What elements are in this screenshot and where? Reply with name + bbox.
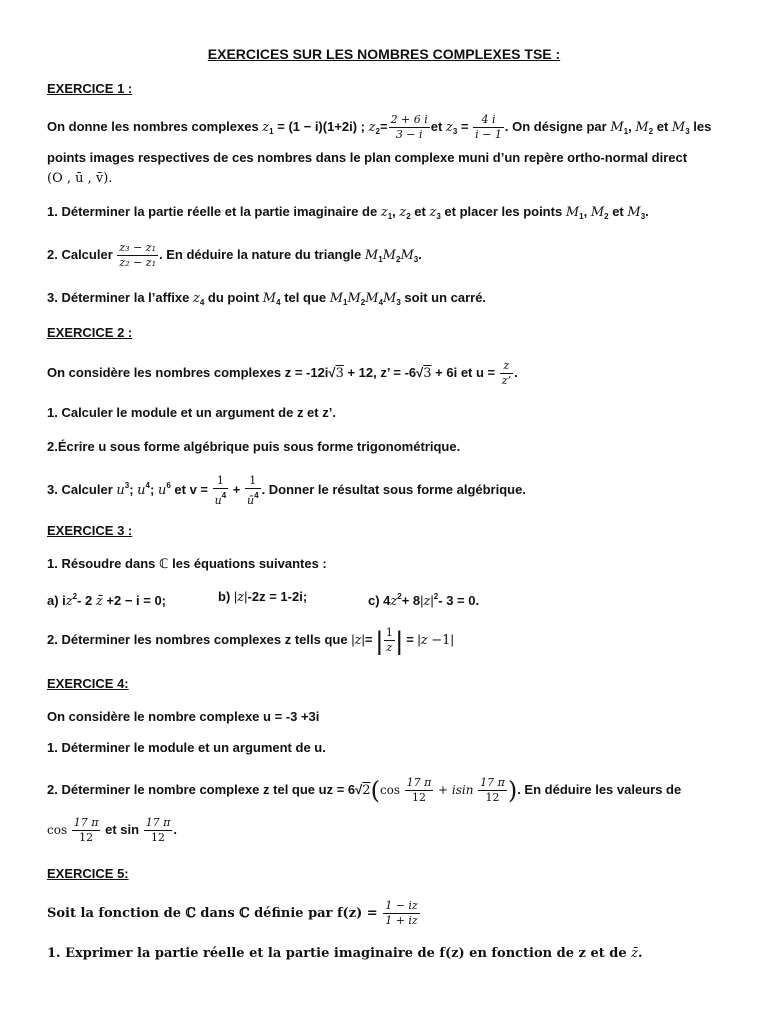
exercise-5-intro: Soit la fonction de ℂ dans ℂ définie par f(z) = $\frac{1 - iz}{1 + iz}$ — [47, 899, 418, 927]
function-fraction: $\frac{1 - iz}{1 + iz}$ — [385, 899, 418, 927]
u-fraction: $\frac{z}{z’}$ — [501, 359, 512, 388]
exercise-1-question-1: 1. Déterminer la partie réelle et la partie imaginaire de $z_1$, $z_2$ et $z_3$ et placer les points $M_1$, $M_2$ et $M_3$. — [47, 204, 649, 221]
exercise-1-intro: On donne les nombres complexes $z_1 = (1 - i)(1+2i)$ ; $z_2=$ $\frac{2 + 6 i}{3 - i}$ et $z_3$ = $\frac{4 i}{i - 1}$ . On désigne par $M_1$, $M_2$ et $M_3$ les — [47, 113, 712, 142]
exercise-3-equation-a: a) $iz^2-$ 2 z̄ +2 − i = 0; — [47, 592, 167, 609]
exercise-3-heading: EXERCICE 3 : — [47, 523, 133, 538]
exercise-2-question-3: 3. Calculer $u^3$; $u^4$; $u^6$ et v = $\frac{1}{u^4}$ + $\frac{1}{ū^4}$ . Donner le résultat sous forme algébrique. — [47, 473, 526, 507]
document-title: EXERCICES SUR LES NOMBRES COMPLEXES TSE : — [207, 46, 561, 62]
exercise-2-heading: EXERCICE 2 : — [47, 325, 133, 340]
exercise-1-question-2: 2. Calculer $\frac{\text{z₃ − z₁}}{\text{z₂ − z₁}}$ . En déduire la nature du triangle $M_1M_2M_3$. — [47, 241, 422, 270]
repere-notation: (O , ū , v̄). — [47, 171, 113, 186]
exercise-3-question-2: 2. Déterminer les nombres complexes z tells que |z|= | $\frac{1}{z}$ | = |z −1| — [47, 625, 454, 656]
angle-fraction-3: $\frac{17 \pi}{12}$ — [73, 816, 99, 845]
exercise-3-question-1: 1. Résoudre dans ℂ les équations suivantes : — [47, 556, 327, 571]
exercise-4-question-2: 2. Déterminer le nombre complexe z tel que uz = 6√2(cos $\frac{17 \pi}{12}$ + isin $\frac{17 \pi}{12}$ ). En déduire les valeurs de — [47, 776, 682, 805]
angle-fraction-2: $\frac{17 \pi}{12}$ — [480, 776, 505, 805]
exercise-2-intro: On considère les nombres complexes z = -12i√3 + 12, z’ = -6√3 + 6i et u = $\frac{z}{z’}$ . — [47, 359, 518, 388]
exercise-4-intro: On considère le nombre complexe u = -3 +3i — [47, 709, 320, 724]
exercise-4-question-2-cont: cos $\frac{17 \pi}{12}$ et sin $\frac{17 \pi}{12}$ . — [47, 816, 178, 845]
exercise-2-question-2: 2.Écrire u sous forme algébrique puis sous forme trigonométrique. — [47, 439, 461, 454]
exercise-3-equation-b: b) |z|-2z = 1-2i; — [218, 589, 308, 605]
exercise-4-heading: EXERCICE 4: — [47, 676, 129, 691]
angle-fraction-1: $\frac{17 \pi}{12}$ — [406, 776, 432, 805]
exercise-1-heading: EXERCICE 1 : — [47, 81, 133, 96]
exercise-3-equation-c: c) $4z^2+ 8|z|^2-$ 3 = 0. — [368, 592, 480, 609]
exercise-2-question-1: 1. Calculer le module et un argument de z et z’. — [47, 405, 336, 420]
z3-fraction: $\frac{4 i}{i - 1}$ — [475, 113, 502, 142]
exercise-5-heading: EXERCICE 5: — [47, 866, 129, 881]
z2-fraction: $\frac{2 + 6 i}{3 - i}$ — [390, 113, 428, 142]
exercise-1-question-3: 3. Déterminer la l’affixe $z_4$ du point $M_4$ tel que $M_1M_2M_4M_3$ soit un carré. — [47, 290, 487, 307]
v-fraction-2: $\frac{1}{ū^4}$ — [247, 473, 259, 507]
ratio-fraction: $\frac{\text{z₃ − z₁}}{\text{z₂ − z₁}}$ — [119, 241, 157, 270]
angle-fraction-4: $\frac{17 \pi}{12}$ — [145, 816, 171, 845]
exercise-5-question-1: 1. Exprimer la partie réelle et la partie imaginaire de f(z) en fonction de z et de z̄. — [47, 946, 643, 961]
v-fraction-1: $\frac{1}{u^4}$ — [214, 473, 227, 507]
exercise-4-question-1: 1. Déterminer le module et un argument de u. — [47, 740, 326, 755]
exercise-1-intro-cont: points images respectives de ces nombres dans le plan complexe muni d’un repère ortho-normal direct — [47, 150, 688, 165]
modulus-fraction: $\frac{1}{z}$ — [385, 626, 393, 655]
